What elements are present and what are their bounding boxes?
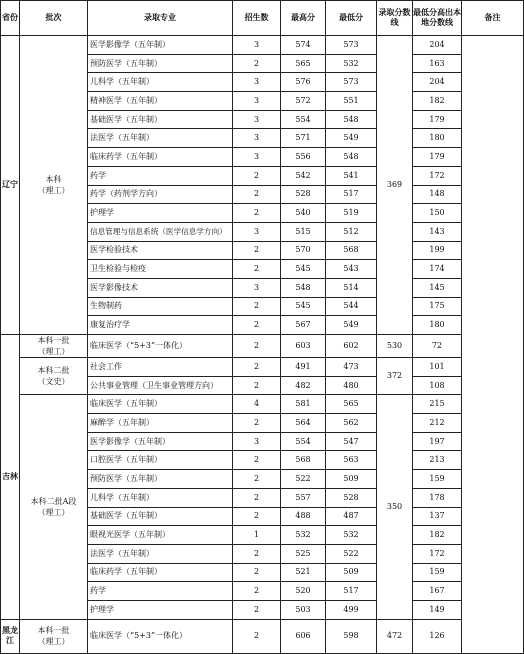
major-cell: 精神医学（五年制） bbox=[88, 92, 233, 111]
batch-name: 本科二批 bbox=[37, 366, 70, 376]
max-score-cell: 554 bbox=[281, 110, 326, 129]
enroll-cell: 3 bbox=[233, 73, 281, 92]
major-cell: 护理学 bbox=[88, 600, 233, 619]
major-cell: 儿科学（五年制） bbox=[88, 73, 233, 92]
max-score-cell: 525 bbox=[281, 544, 326, 563]
enroll-cell: 2 bbox=[233, 335, 281, 358]
major-cell: 公共事业管理（卫生事业管理方向） bbox=[88, 376, 233, 395]
enroll-cell: 2 bbox=[233, 544, 281, 563]
enroll-cell: 3 bbox=[233, 432, 281, 451]
batch-cell bbox=[20, 36, 88, 335]
diff-cell: 204 bbox=[413, 36, 462, 55]
min-score-cell: 532 bbox=[326, 54, 377, 73]
enroll-cell: 3 bbox=[233, 129, 281, 148]
batch-name: 本科二批A段 bbox=[30, 497, 77, 506]
min-score-cell: 573 bbox=[326, 36, 377, 55]
enroll-cell: 2 bbox=[233, 204, 281, 223]
max-score-cell: 581 bbox=[281, 395, 326, 414]
max-score-cell: 542 bbox=[281, 166, 326, 185]
diff-cell: 174 bbox=[413, 260, 462, 279]
diff-cell: 163 bbox=[413, 54, 462, 73]
major-cell: 基础医学（五年制） bbox=[88, 110, 233, 129]
max-score-cell: 565 bbox=[281, 54, 326, 73]
diff-cell: 72 bbox=[413, 335, 462, 358]
enroll-cell: 2 bbox=[233, 166, 281, 185]
header-note: 备注 bbox=[462, 1, 524, 36]
enroll-cell: 3 bbox=[233, 148, 281, 167]
major-cell: 法医学（五年制） bbox=[88, 544, 233, 563]
enroll-cell: 2 bbox=[233, 260, 281, 279]
diff-cell: 178 bbox=[413, 488, 462, 507]
diff-cell: 213 bbox=[413, 451, 462, 470]
min-score-cell: 487 bbox=[326, 507, 377, 526]
max-score-cell: 528 bbox=[281, 185, 326, 204]
major-cell: 临床医学（五年制） bbox=[88, 395, 233, 414]
diff-cell: 182 bbox=[413, 92, 462, 111]
major-cell: 眼视光医学（五年制） bbox=[88, 526, 233, 545]
diff-cell: 180 bbox=[413, 129, 462, 148]
batch-name: 本科 bbox=[45, 175, 62, 184]
min-score-cell: 528 bbox=[326, 488, 377, 507]
table-row bbox=[1, 619, 524, 653]
enroll-cell: 2 bbox=[233, 54, 281, 73]
cutoff-cell: 350 bbox=[377, 395, 413, 619]
max-score-cell: 574 bbox=[281, 36, 326, 55]
batch-name: 本科一批 bbox=[37, 626, 70, 636]
max-score-cell: 603 bbox=[281, 335, 326, 358]
note-cell bbox=[462, 36, 524, 654]
cutoff-cell: 372 bbox=[377, 358, 413, 395]
max-score-cell: 554 bbox=[281, 432, 326, 451]
max-score-cell: 548 bbox=[281, 278, 326, 297]
enroll-cell: 2 bbox=[233, 451, 281, 470]
min-score-cell: 547 bbox=[326, 432, 377, 451]
enroll-cell: 3 bbox=[233, 278, 281, 297]
table-row bbox=[1, 36, 524, 55]
diff-cell: 175 bbox=[413, 297, 462, 316]
major-cell: 信息管理与信息系统（医学信息学方向） bbox=[88, 222, 233, 241]
min-score-cell: 568 bbox=[326, 241, 377, 260]
min-score-cell: 517 bbox=[326, 582, 377, 601]
major-cell: 药学 bbox=[88, 582, 233, 601]
table-row bbox=[1, 335, 524, 358]
major-cell: 医学影像学（五年制） bbox=[88, 36, 233, 55]
batch-cell bbox=[20, 619, 88, 653]
max-score-cell: 488 bbox=[281, 507, 326, 526]
max-score-cell: 491 bbox=[281, 358, 326, 377]
diff-cell: 145 bbox=[413, 278, 462, 297]
enroll-cell: 2 bbox=[233, 488, 281, 507]
major-cell: 医学影像技术 bbox=[88, 278, 233, 297]
min-score-cell: 598 bbox=[326, 619, 377, 653]
diff-cell: 197 bbox=[413, 432, 462, 451]
table-header bbox=[1, 1, 524, 36]
enroll-cell: 3 bbox=[233, 92, 281, 111]
enroll-cell: 2 bbox=[233, 414, 281, 433]
enroll-cell: 1 bbox=[233, 526, 281, 545]
max-score-cell: 567 bbox=[281, 316, 326, 335]
major-cell: 麻醉学（五年制） bbox=[88, 414, 233, 433]
header-major: 录取专业 bbox=[88, 1, 233, 36]
table-row bbox=[1, 395, 524, 414]
diff-cell: 108 bbox=[413, 376, 462, 395]
batch-cell bbox=[20, 358, 88, 395]
diff-cell: 179 bbox=[413, 110, 462, 129]
min-score-cell: 532 bbox=[326, 526, 377, 545]
enroll-cell: 2 bbox=[233, 241, 281, 260]
major-cell: 康复治疗学 bbox=[88, 316, 233, 335]
major-cell: 预防医学（五年制） bbox=[88, 54, 233, 73]
min-score-cell: 551 bbox=[326, 92, 377, 111]
batch-name: 本科一批 bbox=[37, 336, 70, 345]
major-cell: 医学检验技术 bbox=[88, 241, 233, 260]
max-score-cell: 515 bbox=[281, 222, 326, 241]
major-cell: 卫生检验与检疫 bbox=[88, 260, 233, 279]
diff-cell: 199 bbox=[413, 241, 462, 260]
min-score-cell: 517 bbox=[326, 185, 377, 204]
major-cell: 儿科学（五年制） bbox=[88, 488, 233, 507]
major-cell: 临床药学（五年制） bbox=[88, 563, 233, 582]
max-score-cell: 545 bbox=[281, 260, 326, 279]
diff-cell: 180 bbox=[413, 316, 462, 335]
max-score-cell: 572 bbox=[281, 92, 326, 111]
enroll-cell: 3 bbox=[233, 110, 281, 129]
header-province: 省份 bbox=[1, 1, 20, 36]
diff-cell: 215 bbox=[413, 395, 462, 414]
max-score-cell: 606 bbox=[281, 619, 326, 653]
header-max-score: 最高分 bbox=[281, 1, 326, 36]
min-score-cell: 541 bbox=[326, 166, 377, 185]
enroll-cell: 2 bbox=[233, 376, 281, 395]
min-score-cell: 549 bbox=[326, 129, 377, 148]
diff-cell: 137 bbox=[413, 507, 462, 526]
major-cell: 生物制药 bbox=[88, 297, 233, 316]
min-score-cell: 543 bbox=[326, 260, 377, 279]
enroll-cell: 3 bbox=[233, 222, 281, 241]
enroll-cell: 2 bbox=[233, 507, 281, 526]
diff-cell: 204 bbox=[413, 73, 462, 92]
diff-cell: 172 bbox=[413, 544, 462, 563]
major-cell: 预防医学（五年制） bbox=[88, 470, 233, 489]
min-score-cell: 509 bbox=[326, 470, 377, 489]
major-cell: 临床医学（“5+3”一体化） bbox=[88, 619, 233, 653]
max-score-cell: 557 bbox=[281, 488, 326, 507]
max-score-cell: 482 bbox=[281, 376, 326, 395]
diff-cell: 101 bbox=[413, 358, 462, 377]
max-score-cell: 540 bbox=[281, 204, 326, 223]
diff-cell: 126 bbox=[413, 619, 462, 653]
min-score-cell: 562 bbox=[326, 414, 377, 433]
enroll-cell: 2 bbox=[233, 563, 281, 582]
min-score-cell: 473 bbox=[326, 358, 377, 377]
batch-cell bbox=[20, 335, 88, 358]
min-score-cell: 602 bbox=[326, 335, 377, 358]
major-cell: 口腔医学（五年制） bbox=[88, 451, 233, 470]
province-cell: 吉林 bbox=[1, 335, 20, 620]
min-score-cell: 563 bbox=[326, 451, 377, 470]
header-enroll: 招生数 bbox=[233, 1, 281, 36]
min-score-cell: 544 bbox=[326, 297, 377, 316]
enroll-cell: 2 bbox=[233, 470, 281, 489]
min-score-cell: 573 bbox=[326, 73, 377, 92]
max-score-cell: 570 bbox=[281, 241, 326, 260]
cutoff-cell: 530 bbox=[377, 335, 413, 358]
min-score-cell: 514 bbox=[326, 278, 377, 297]
major-cell: 医学影像学（五年制） bbox=[88, 432, 233, 451]
max-score-cell: 521 bbox=[281, 563, 326, 582]
diff-cell: 143 bbox=[413, 222, 462, 241]
major-cell: 临床药学（五年制） bbox=[88, 148, 233, 167]
max-score-cell: 568 bbox=[281, 451, 326, 470]
diff-cell: 150 bbox=[413, 204, 462, 223]
max-score-cell: 503 bbox=[281, 600, 326, 619]
enroll-cell: 2 bbox=[233, 316, 281, 335]
header-batch: 批次 bbox=[20, 1, 88, 36]
max-score-cell: 556 bbox=[281, 148, 326, 167]
table-row bbox=[1, 358, 524, 377]
enroll-cell: 2 bbox=[233, 600, 281, 619]
header-cutoff: 录取分数线 bbox=[377, 1, 413, 36]
max-score-cell: 576 bbox=[281, 73, 326, 92]
major-cell: 社会工作 bbox=[88, 358, 233, 377]
min-score-cell: 512 bbox=[326, 222, 377, 241]
min-score-cell: 548 bbox=[326, 148, 377, 167]
enroll-cell: 2 bbox=[233, 185, 281, 204]
cutoff-cell: 369 bbox=[377, 36, 413, 335]
diff-cell: 179 bbox=[413, 148, 462, 167]
min-score-cell: 548 bbox=[326, 110, 377, 129]
diff-cell: 159 bbox=[413, 470, 462, 489]
min-score-cell: 565 bbox=[326, 395, 377, 414]
enroll-cell: 4 bbox=[233, 395, 281, 414]
min-score-cell: 522 bbox=[326, 544, 377, 563]
diff-cell: 167 bbox=[413, 582, 462, 601]
enroll-cell: 2 bbox=[233, 582, 281, 601]
min-score-cell: 519 bbox=[326, 204, 377, 223]
diff-cell: 172 bbox=[413, 166, 462, 185]
header-min-score: 最低分 bbox=[326, 1, 377, 36]
diff-cell: 159 bbox=[413, 563, 462, 582]
max-score-cell: 520 bbox=[281, 582, 326, 601]
max-score-cell: 571 bbox=[281, 129, 326, 148]
batch-track: （理工） bbox=[37, 637, 70, 647]
diff-cell: 182 bbox=[413, 526, 462, 545]
enroll-cell: 2 bbox=[233, 619, 281, 653]
min-score-cell: 509 bbox=[326, 563, 377, 582]
major-cell: 法医学（五年制） bbox=[88, 129, 233, 148]
batch-track: （文史） bbox=[37, 377, 70, 387]
batch-track: （理工） bbox=[37, 347, 70, 356]
max-score-cell: 522 bbox=[281, 470, 326, 489]
max-score-cell: 564 bbox=[281, 414, 326, 433]
major-cell: 临床医学（“5+3”一体化） bbox=[88, 335, 233, 358]
province-cell: 辽宁 bbox=[1, 36, 20, 335]
major-cell: 护理学 bbox=[88, 204, 233, 223]
min-score-cell: 549 bbox=[326, 316, 377, 335]
enroll-cell: 2 bbox=[233, 297, 281, 316]
province-cell: 黑龙江 bbox=[1, 619, 20, 653]
batch-track: （理工） bbox=[37, 508, 70, 517]
major-cell: 药学（药剂学方向） bbox=[88, 185, 233, 204]
min-score-cell: 499 bbox=[326, 600, 377, 619]
major-cell: 药学 bbox=[88, 166, 233, 185]
header-diff: 最低分高出本地分数线 bbox=[413, 1, 462, 36]
enroll-cell: 2 bbox=[233, 358, 281, 377]
enroll-cell: 3 bbox=[233, 36, 281, 55]
diff-cell: 149 bbox=[413, 600, 462, 619]
max-score-cell: 532 bbox=[281, 526, 326, 545]
min-score-cell: 480 bbox=[326, 376, 377, 395]
max-score-cell: 545 bbox=[281, 297, 326, 316]
batch-track: （理工） bbox=[37, 186, 70, 195]
cutoff-cell: 472 bbox=[377, 619, 413, 653]
diff-cell: 148 bbox=[413, 185, 462, 204]
diff-cell: 212 bbox=[413, 414, 462, 433]
batch-cell bbox=[20, 395, 88, 619]
major-cell: 基础医学（五年制） bbox=[88, 507, 233, 526]
